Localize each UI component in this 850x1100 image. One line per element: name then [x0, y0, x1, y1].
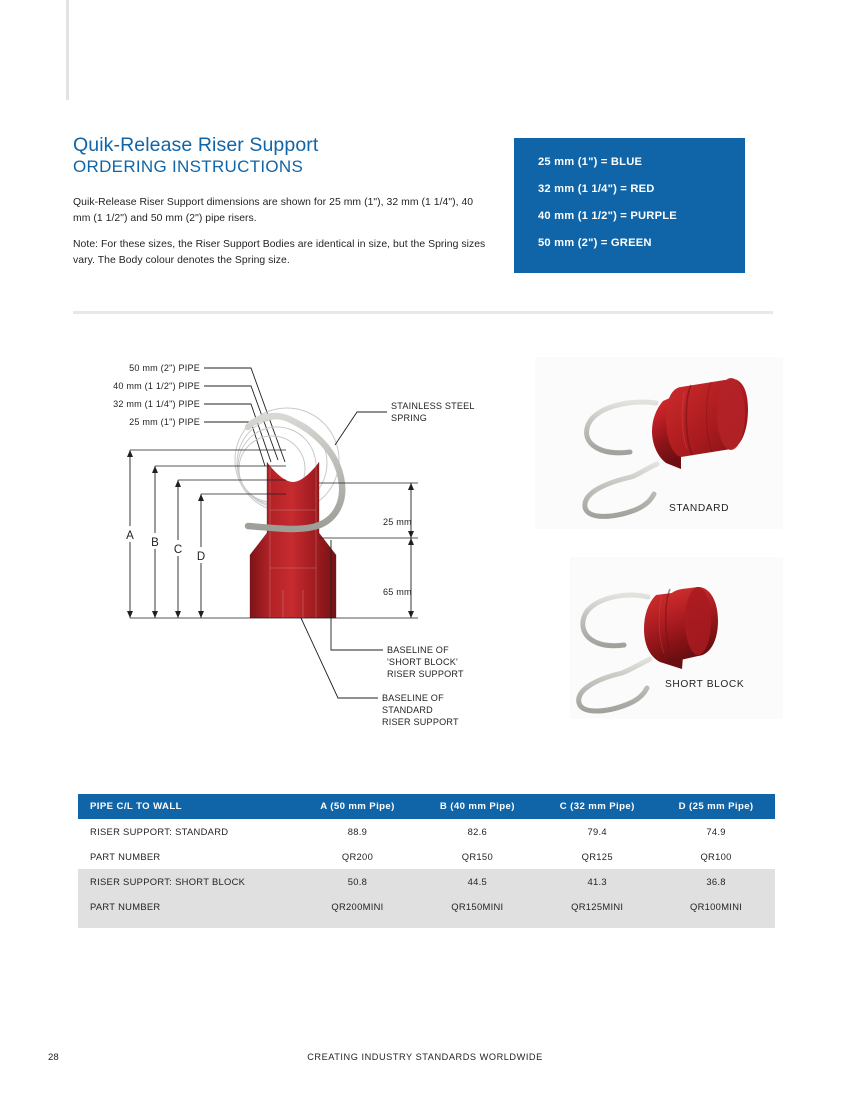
page-title: Quik-Release Riser Support — [73, 134, 319, 156]
cell-value: QR100 — [657, 844, 775, 869]
page-header — [73, 134, 493, 269]
cell-value: 74.9 — [657, 819, 775, 844]
cell-value: QR125MINI — [537, 894, 657, 919]
spring-wire-lower — [579, 657, 650, 711]
baseline-short-block-line-3: RISER SUPPORT — [387, 669, 464, 679]
cell-value: 44.5 — [417, 869, 537, 894]
spring-wire-upper — [587, 402, 656, 453]
colour-legend-box — [514, 138, 745, 273]
product-photo-short-block — [570, 557, 783, 719]
row-label: RISER SUPPORT: STANDARD — [78, 819, 298, 844]
spring-wire-upper — [583, 595, 648, 646]
baseline-standard-line-2: STANDARD — [382, 705, 433, 715]
cell-value: QR200MINI — [298, 894, 418, 919]
baseline-short-block-line-1: BASELINE OF — [387, 645, 449, 655]
riser-body-short-block — [644, 587, 718, 669]
dimension-letters — [124, 526, 208, 563]
baseline-standard-line-3: RISER SUPPORT — [382, 717, 459, 727]
product-photo-standard — [535, 357, 783, 529]
baseline-short-block-line-2: 'SHORT BLOCK' — [387, 657, 458, 667]
section-divider — [73, 311, 773, 314]
table-row — [78, 844, 775, 869]
dimension-letter-c: C — [173, 544, 183, 556]
table-row — [78, 894, 775, 919]
legend-line-50mm: 50 mm (2") = GREEN — [538, 237, 652, 249]
pipe-label-32mm: 32 mm (1 1/4") PIPE — [113, 399, 200, 409]
row-label: PART NUMBER — [78, 894, 298, 919]
spring-wire-lower — [585, 462, 657, 516]
dimension-25mm: 25 mm — [383, 517, 412, 527]
legend-line-32mm: 32 mm (1 1/4") = RED — [538, 183, 655, 195]
table-header-d: D (25 mm Pipe) — [657, 794, 775, 819]
cell-value: QR150 — [417, 844, 537, 869]
cell-value: 88.9 — [298, 819, 418, 844]
photo-caption-standard: STANDARD — [669, 503, 730, 514]
table-header-row — [78, 794, 775, 819]
table-header-c: C (32 mm Pipe) — [537, 794, 657, 819]
pipe-label-25mm: 25 mm (1") PIPE — [129, 417, 200, 427]
dimension-lines-abcd — [130, 450, 201, 618]
dimension-letter-d: D — [196, 551, 206, 563]
riser-support-body — [250, 462, 336, 618]
top-left-rule — [66, 0, 69, 100]
intro-text — [73, 195, 493, 270]
row-label: RISER SUPPORT: SHORT BLOCK — [78, 869, 298, 894]
table-header-b: B (40 mm Pipe) — [417, 794, 537, 819]
footer-tagline: CREATING INDUSTRY STANDARDS WORLDWIDE — [307, 1052, 543, 1062]
table-row — [78, 869, 775, 894]
page-subtitle: ORDERING INSTRUCTIONS — [73, 157, 304, 177]
cell-value: 41.3 — [537, 869, 657, 894]
baseline-standard-line-1: BASELINE OF — [382, 693, 444, 703]
technical-diagram — [73, 350, 533, 750]
dimension-letter-a: A — [126, 530, 134, 542]
cell-value: QR200 — [298, 844, 418, 869]
cell-value: 79.4 — [537, 819, 657, 844]
baseline-short-block-leader — [331, 540, 383, 650]
cell-value: QR150MINI — [417, 894, 537, 919]
table-row — [78, 819, 775, 844]
table-header-a: A (50 mm Pipe) — [298, 794, 418, 819]
pipe-label-50mm: 50 mm (2") PIPE — [129, 363, 200, 373]
cell-value: 50.8 — [298, 869, 418, 894]
row-label: PART NUMBER — [78, 844, 298, 869]
pipe-label-40mm: 40 mm (1 1/2") PIPE — [113, 381, 200, 391]
footer-page-number: 28 — [48, 1052, 59, 1063]
legend-line-25mm: 25 mm (1") = BLUE — [538, 156, 643, 168]
spring-leader-line — [335, 412, 387, 445]
riser-body-standard — [652, 378, 748, 469]
baseline-standard-leader — [301, 618, 378, 698]
table-header-pipe-cl: PIPE C/L TO WALL — [78, 794, 298, 819]
cell-value: QR100MINI — [657, 894, 775, 919]
specification-table — [78, 794, 775, 928]
intro-paragraph-2: Note: For these sizes, the Riser Support Bodies are identical in size, but the Spring sizes vary. The Body colour denotes the Spring size. — [73, 239, 486, 267]
table-bottom-band — [78, 919, 775, 928]
spring-label-line-1: STAINLESS STEEL — [391, 401, 475, 411]
dimension-letter-b: B — [151, 537, 159, 549]
cell-value: QR125 — [537, 844, 657, 869]
cell-value: 82.6 — [417, 819, 537, 844]
intro-paragraph-1: Quik-Release Riser Support dimensions are shown for 25 mm (1"), 32 mm (1 1/4"), 40 mm (1 1/2") and 50 mm (2") pipe risers. — [73, 196, 474, 224]
legend-line-40mm: 40 mm (1 1/2") = PURPLE — [538, 210, 677, 222]
cell-value: 36.8 — [657, 869, 775, 894]
dimension-arrowheads — [127, 450, 204, 618]
photo-caption-short-block: SHORT BLOCK — [665, 679, 745, 690]
dimension-65mm: 65 mm — [383, 587, 412, 597]
spring-label-line-2: SPRING — [391, 413, 428, 423]
